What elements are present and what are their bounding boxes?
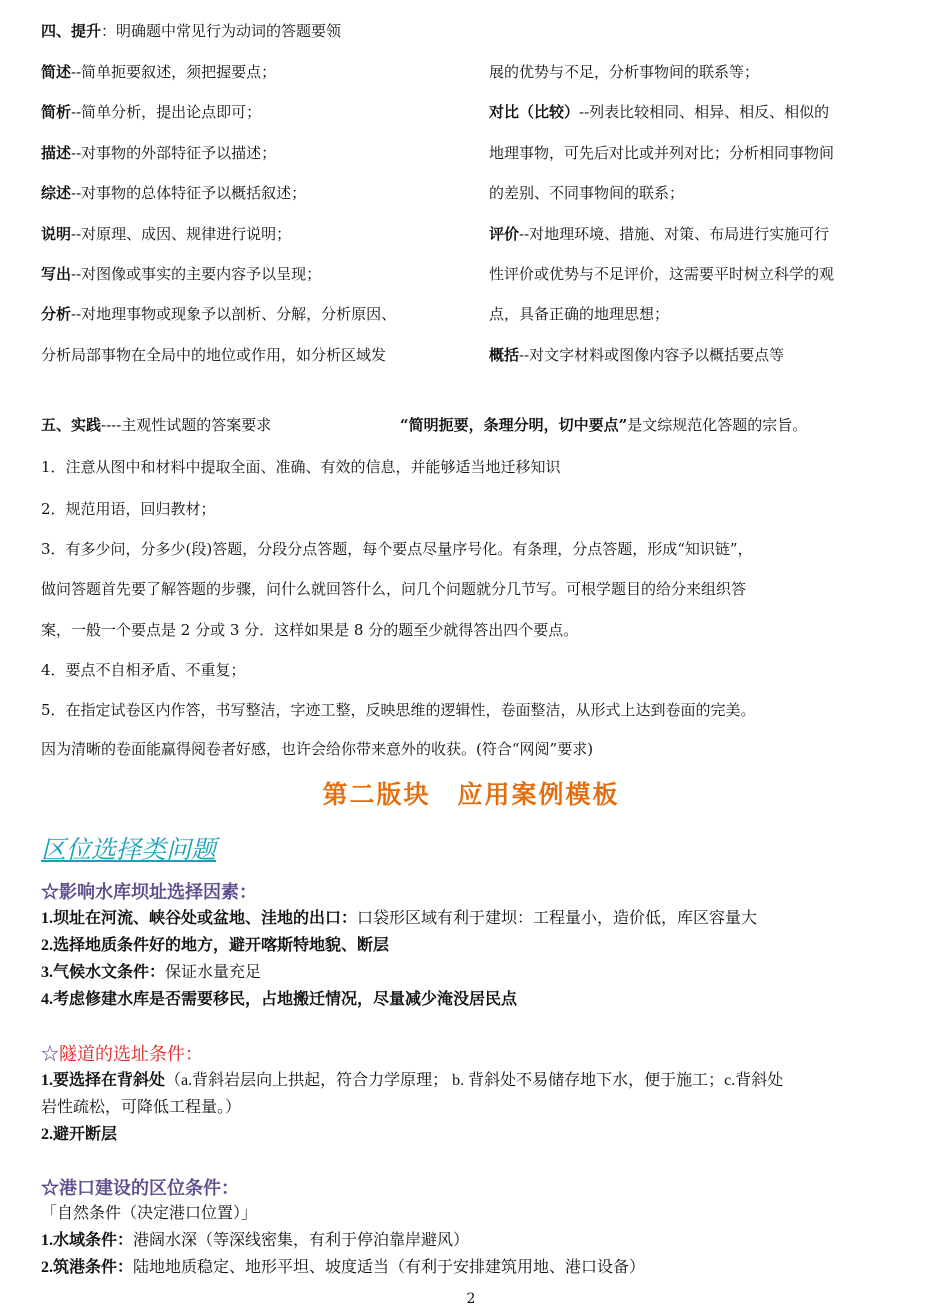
verb-text: 性评价或优势与不足评价，这需要平时树立科学的观 — [489, 264, 835, 283]
dam-item — [41, 986, 517, 1009]
verb-line — [41, 214, 461, 254]
verb-text: --对地理事物或现象予以剖析、分解，分析原因、 — [71, 305, 397, 324]
part4-heading — [41, 20, 341, 41]
verb-text: --对事物的总体特征予以概括叙述； — [71, 184, 307, 203]
part5-line: 3．有多少问，分多少(段)答题，分段分点答题，每个要点尽量序号化。有条理，分点答题，形成“知识链”， — [41, 540, 753, 558]
part4-heading-label: 四、提升 — [41, 22, 102, 40]
port-item-text: 「自然条件（决定港口位置）」 — [41, 1205, 258, 1222]
verb-term: 写出 — [41, 264, 72, 283]
verb-term: 分析 — [41, 305, 72, 324]
part5-heading — [41, 414, 271, 435]
port-item-text: 港阔水深（等深线密集，有利于停泊靠岸避风） — [133, 1232, 470, 1249]
tunnel-item-text: 岩性疏松，可降低工程量。） — [41, 1099, 242, 1116]
part5-heading-text: ----主观性试题的答案要求 — [101, 416, 272, 434]
verb-text: 的差别、不同事物间的联系； — [489, 184, 685, 203]
part5-quote-line — [400, 414, 807, 435]
verb-line — [489, 335, 909, 375]
dam-item — [41, 932, 389, 955]
verb-line — [41, 52, 461, 92]
part4-heading-text: ：明确题中常见行为动词的答题要领 — [101, 22, 342, 40]
verb-line — [41, 133, 461, 173]
verb-line — [489, 133, 909, 173]
part5-heading-label: 五、实践 — [41, 416, 102, 434]
verb-line — [41, 335, 461, 375]
dam-item — [41, 959, 261, 982]
part5-line: 案，一般一个要点是 2 分或 3 分．这样如果是 8 分的题至少就得答出四个要点。 — [41, 621, 579, 639]
verb-line — [489, 173, 909, 213]
page-number: 2 — [466, 1291, 476, 1307]
part5-line: 4．要点不自相矛盾、不重复； — [41, 661, 246, 679]
dam-item-label: 2.选择地质条件好的地方，避开喀斯特地貌、断层 — [41, 937, 390, 954]
verb-term: 简述 — [41, 63, 72, 81]
verb-text: --对原理、成因、规律进行说明； — [71, 224, 292, 243]
part4-left-column — [41, 52, 461, 375]
verb-term: 评价 — [489, 224, 520, 243]
tunnel-item — [41, 1121, 117, 1144]
verb-text: --简单分析，提出论点即可； — [71, 103, 262, 122]
dam-item — [41, 905, 757, 928]
dam-heading-text: 影响水库坝址选择因素： — [59, 882, 257, 903]
part5-line: 2．规范用语，回归教材； — [41, 500, 216, 518]
verb-term: 简析 — [41, 103, 72, 122]
verb-term: 对比（比较） — [489, 103, 580, 122]
verb-term: 综述 — [41, 184, 72, 203]
verb-line — [489, 214, 909, 254]
star-icon: ☆ — [41, 1044, 59, 1065]
verb-line — [41, 254, 461, 294]
verb-line — [489, 92, 909, 132]
star-icon: ☆ — [41, 882, 59, 903]
verb-line — [489, 294, 909, 334]
verb-line — [41, 173, 461, 213]
verb-text: --对事物的外部特征予以描述； — [71, 143, 277, 162]
tunnel-item — [41, 1094, 241, 1117]
port-item — [41, 1227, 469, 1250]
port-item-text: 陆地地质稳定、地形平坦、坡度适当（有利于安排建筑用地、港口设备） — [133, 1259, 646, 1276]
part5-line: 做问答题首先要了解答题的步骤，问什么就回答什么，问几个问题就分几节写。可根学题目的给分来组织答 — [41, 580, 747, 598]
part5-quote: “简明扼要，条理分明，切中要点” — [400, 416, 628, 434]
verb-line — [489, 254, 909, 294]
port-item-label: 2.筑港条件： — [41, 1259, 134, 1276]
tunnel-heading-text: 隧道的选址条件： — [59, 1044, 203, 1065]
tunnel-item — [41, 1067, 783, 1090]
part5-quote-tail: 是文综规范化答题的宗旨。 — [627, 416, 808, 434]
verb-term: 描述 — [41, 143, 72, 162]
verb-text: --对文字材料或图像内容予以概括要点等 — [519, 345, 785, 364]
port-item — [41, 1200, 257, 1223]
tunnel-item-label: 2.避开断层 — [41, 1126, 118, 1143]
tunnel-item-text: （a.背斜岩层向上拱起，符合力学原理； b. 背斜处不易储存地下水，便于施工；c.背斜处 — [165, 1072, 784, 1089]
verb-text: 地理事物，可先后对比或并列对比；分析相同事物间 — [489, 143, 835, 162]
verb-text: --简单扼要叙述，须把握要点； — [71, 63, 277, 81]
dam-item-label: 1.坝址在河流、峡谷处或盆地、洼地的出口： — [41, 910, 358, 927]
dam-item-text: 口袋形区域有利于建坝：工程量小，造价低，库区容量大 — [357, 910, 758, 927]
port-heading — [41, 1174, 239, 1200]
dam-item-text: 保证水量充足 — [165, 964, 262, 981]
verb-text: 展的优势与不足，分析事物间的联系等； — [489, 63, 760, 81]
verb-text: --对图像或事实的主要内容予以呈现； — [71, 264, 322, 283]
section-title: 区位选择类问题 — [41, 835, 217, 864]
verb-line — [41, 92, 461, 132]
part4-right-column — [489, 52, 909, 375]
part5-line: 5．在指定试卷区内作答，书写整洁，字迹工整，反映思维的逻辑性，卷面整洁，从形式上达到卷面的完美。 — [41, 701, 756, 719]
dam-item-label: 4.考虑修建水库是否需要移民，占地搬迁情况，尽量减少淹没居民点 — [41, 991, 518, 1008]
part5-line: 1．注意从图中和材料中提取全面、准确、有效的信息，并能够适当地迁移知识 — [41, 458, 561, 476]
port-item — [41, 1254, 645, 1277]
port-item-label: 1.水域条件： — [41, 1232, 134, 1249]
tunnel-item-label: 1.要选择在背斜处 — [41, 1072, 166, 1089]
verb-term: 说明 — [41, 224, 72, 243]
verb-text: 分析局部事物在全局中的地位或作用，如分析区域发 — [41, 345, 387, 364]
part5-line: 因为清晰的卷面能赢得阅卷者好感，也许会给你带来意外的收获。(符合“网阅”要求) — [41, 740, 594, 758]
dam-item-label: 3.气候水文条件： — [41, 964, 166, 981]
dam-heading — [41, 878, 257, 904]
verb-term: 概括 — [489, 345, 520, 364]
port-heading-text: 港口建设的区位条件： — [59, 1178, 239, 1199]
verb-text: --列表比较相同、相异、相反、相似的 — [579, 103, 830, 122]
star-icon: ☆ — [41, 1178, 59, 1199]
verb-text: --对地理环境、措施、对策、布局进行实施可行 — [519, 224, 830, 243]
tunnel-heading — [41, 1040, 203, 1066]
verb-line — [41, 294, 461, 334]
block2-title: 第二版块 应用案例模板 — [322, 780, 620, 809]
verb-text: 点，具备正确的地理思想； — [489, 305, 670, 324]
verb-line — [489, 52, 909, 92]
